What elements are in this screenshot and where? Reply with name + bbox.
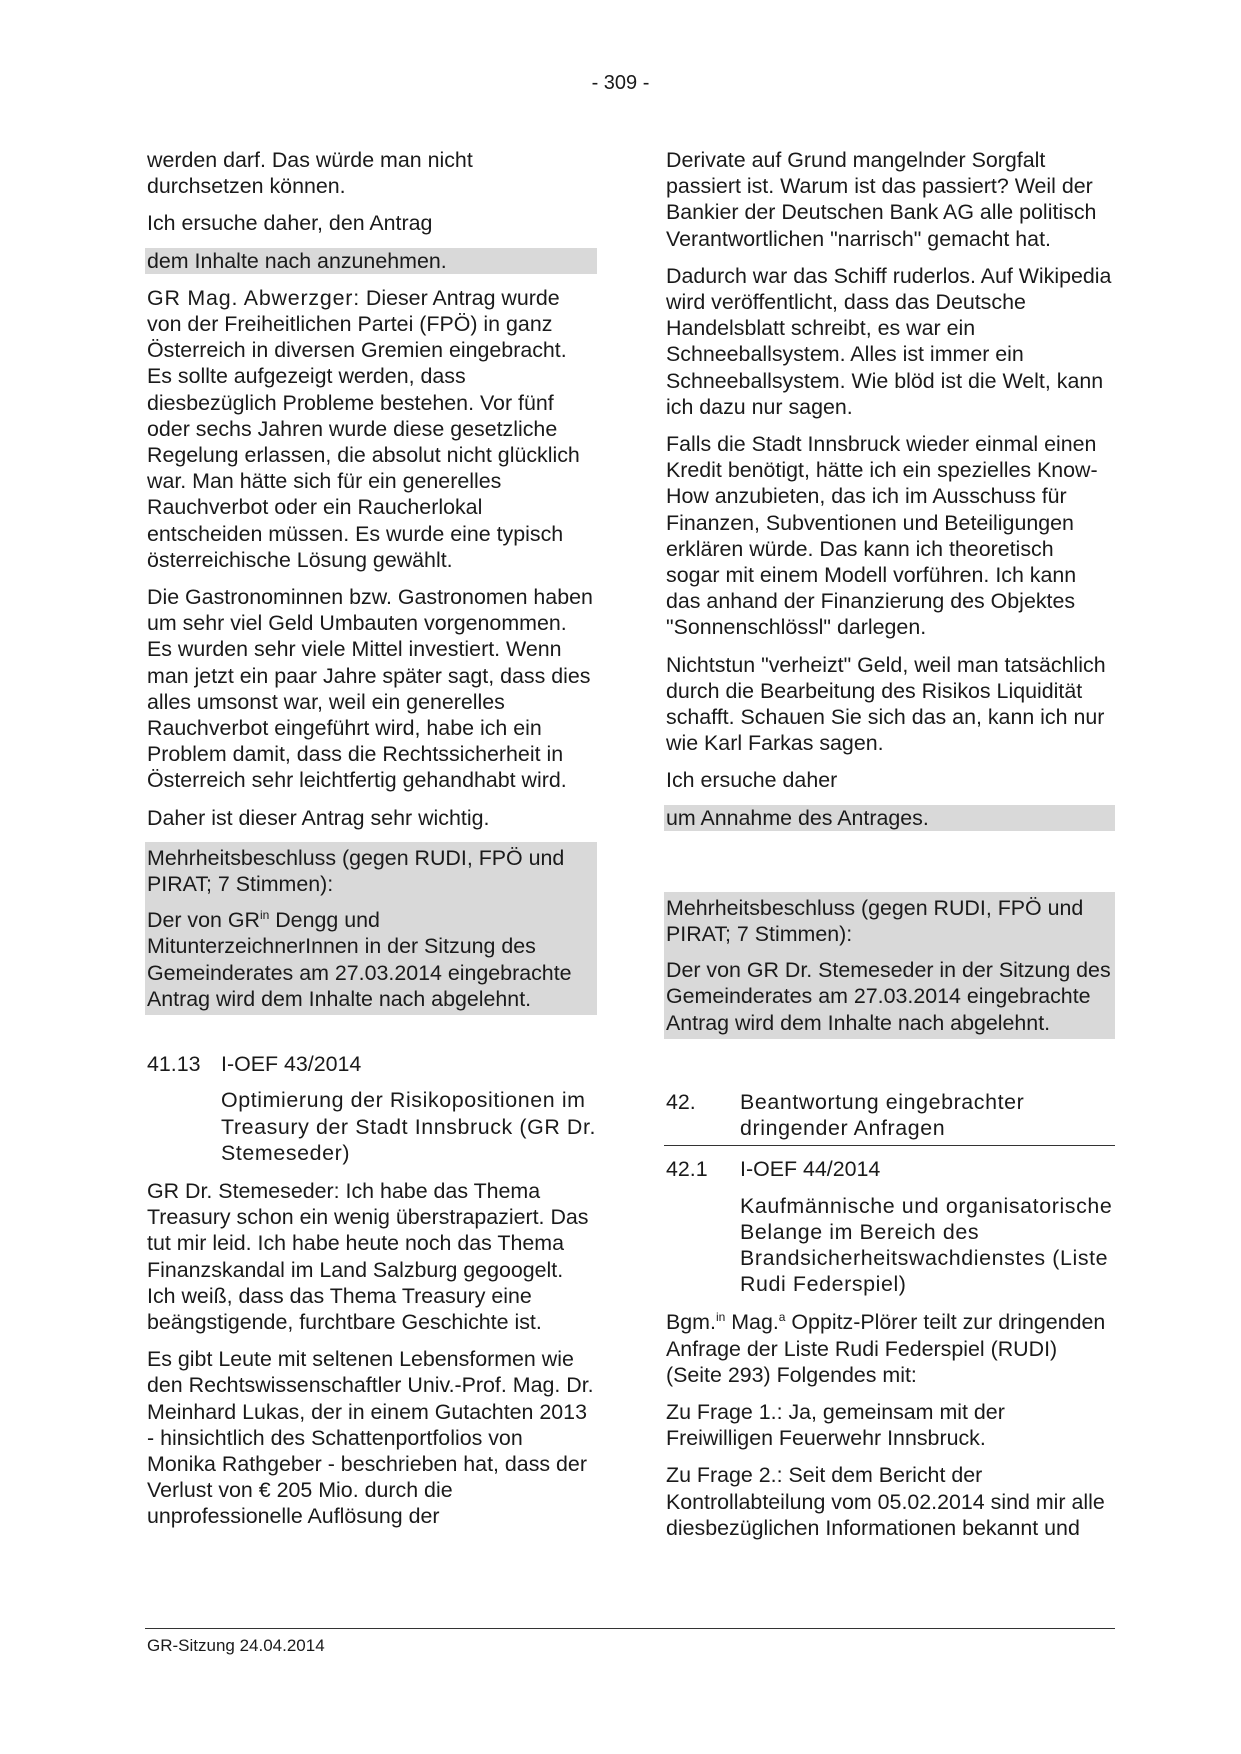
section-title: Beantwortung eingebrachter dringender Anfragen — [740, 1089, 1025, 1141]
motion-request: dem Inhalte nach anzunehmen. — [145, 248, 597, 274]
paragraph: Bgm.$^{in}$ Mag.$^a$ Oppitz-Plörer teilt zur dringenden Anfrage der Liste Rudi Federspiel (RUDI) (Seite 293) Folgendes mit: — [666, 1310, 1106, 1387]
section-heading — [664, 1089, 1115, 1146]
footer-divider — [145, 1628, 1115, 1629]
decision-block — [145, 842, 597, 1015]
section-number: 42. — [666, 1089, 696, 1114]
paragraph: Die Gastronominnen bzw. Gastronomen haben um sehr viel Geld Umbauten vorgenommen. Es wurden sehr viele Mittel investiert. Wenn man jetzt ein paar Jahre später sagt, dass dies alles umsonst war, weil ein generelles Rauchverbot eingeführt wird, habe ich ein Problem damit, dass die Rechtssicherheit in Österreich sehr leichtfertig gehandhabt wird. — [147, 585, 593, 793]
decision-heading: Mehrheitsbeschluss (gegen RUDI, FPÖ und PIRAT; 7 Stimmen): — [147, 845, 565, 897]
paragraph: Zu Frage 1.: Ja, gemeinsam mit der Freiwilligen Feuerwehr Innsbruck. — [666, 1399, 1005, 1451]
agenda-item-title: Optimierung der Risikopositionen im Treasury der Stadt Innsbruck (GR Dr. Stemeseder) — [221, 1088, 597, 1165]
decision-heading: Mehrheitsbeschluss (gegen RUDI, FPÖ und PIRAT; 7 Stimmen): — [666, 895, 1084, 947]
page-number: - 309 - — [591, 72, 650, 94]
agenda-item-heading — [145, 1051, 597, 1077]
agenda-item-code: I-OEF 44/2014 — [740, 1157, 881, 1182]
right-column — [664, 147, 1115, 1552]
paragraph: Nichtstun "verheizt" Geld, weil man tatsächlich durch die Bearbeitung des Risikos Liquidität schafft. Schauen Sie sich das an, kann ich nur wie Karl Farkas sagen. — [666, 652, 1106, 756]
paragraph: werden darf. Das würde man nicht durchsetzen können. — [147, 148, 473, 199]
paragraph — [145, 285, 597, 573]
paragraph: Daher ist dieser Antrag sehr wichtig. — [147, 805, 490, 830]
agenda-item-number: 41.13 — [147, 1052, 201, 1077]
agenda-item-number: 42.1 — [666, 1157, 708, 1182]
decision-text: Der von $GR^{in}$ Dengg und MitunterzeichnerInnen in der Sitzung des Gemeinderates am 27.03.2014 eingebrachte Antrag wird dem Inhalte nach abgelehnt. — [147, 908, 572, 1011]
superscript: in — [259, 908, 270, 923]
paragraph: Dadurch war das Schiff ruderlos. Auf Wikipedia wird veröffentlicht, dass das Deutsche Handelsblatt schreibt, es war ein Schneeballsystem. Alles ist immer ein Schneeballsystem. Wie blöd ist die Welt, kann ich dazu nur sagen. — [666, 263, 1112, 419]
decision-text: Der von GR Dr. Stemeseder in der Sitzung des Gemeinderates am 27.03.2014 eingebrachte Antrag wird dem Inhalte nach abgelehnt. — [666, 958, 1111, 1035]
paragraph: Es gibt Leute mit seltenen Lebensformen wie den Rechtswissenschaftler Univ.-Prof. Mag. Dr. Meinhard Lukas, der in einem Gutachten 2013 - hinsichtlich des Schattenportfolios von Monika Rathgeber - beschrieben hat, dass der Verlust von € 205 Mio. durch die unprofessionelle Auflösung der — [147, 1347, 594, 1529]
agenda-item-heading — [664, 1156, 1115, 1182]
agenda-item-code: I-OEF 43/2014 — [221, 1052, 362, 1077]
paragraph: Zu Frage 2.: Seit dem Bericht der Kontrollabteilung vom 05.02.2014 sind mir alle diesbezüglichen Informationen bekannt und — [666, 1463, 1105, 1540]
speech-text: Dieser Antrag wurde von der Freiheitlichen Partei (FPÖ) in ganz Österreich in diversen Gremien eingebracht. Es sollte aufgezeigt werden, dass diesbezüglich Probleme bestehen. Vor fünf oder sechs Jahren wurde diese gesetzliche Regelung erlassen, die absolut nicht glücklich war. Man hätte sich für ein generelles Rauchverbot oder ein Raucherlokal entscheiden müssen. Es wurde eine typisch österreichische Lösung gewählt. — [147, 285, 580, 572]
footer: GR-Sitzung 24.04.2014 — [147, 1636, 325, 1655]
motion-request: um Annahme des Antrages. — [664, 805, 1115, 831]
paragraph: Ich ersuche daher — [666, 768, 838, 793]
speaker-name: GR Mag. Abwerzger: — [147, 285, 360, 310]
paragraph: Falls die Stadt Innsbruck wieder einmal einen Kredit benötigt, hätte ich ein spezielles Know-How anzubieten, das ich im Ausschuss für Finanzen, Subventionen und Beteiligungen erklären würde. Das kann ich theoretisch sogar mit einem Modell vorführen. Ich kann das anhand der Finanzierung des Objektes "Sonnenschlössl" darlegen. — [666, 432, 1098, 640]
agenda-item-title: Kaufmännische und organisatorische Belange im Bereich des Brandsicherheitswachdienstes (Liste Rudi Federspiel) — [740, 1193, 1113, 1297]
paragraph: GR Dr. Stemeseder: Ich habe das Thema Treasury schon ein wenig überstrapaziert. Das tut mir leid. Ich habe heute noch das Thema Finanzskandal im Land Salzburg gegoogelt. Ich weiß, dass das Thema Treasury eine beängstigende, furchtbare Geschichte ist. — [147, 1178, 589, 1334]
superscript: a — [778, 1310, 786, 1325]
superscript: in — [715, 1310, 726, 1325]
left-column — [145, 147, 597, 1541]
paragraph: Derivate auf Grund mangelnder Sorgfalt passiert ist. Warum ist das passiert? Weil der Bankier der Deutschen Bank AG alle politisch Verantwortlichen "narrisch" gemacht hat. — [666, 148, 1097, 251]
decision-block — [664, 892, 1115, 1039]
paragraph: Ich ersuche daher, den Antrag — [147, 211, 433, 236]
